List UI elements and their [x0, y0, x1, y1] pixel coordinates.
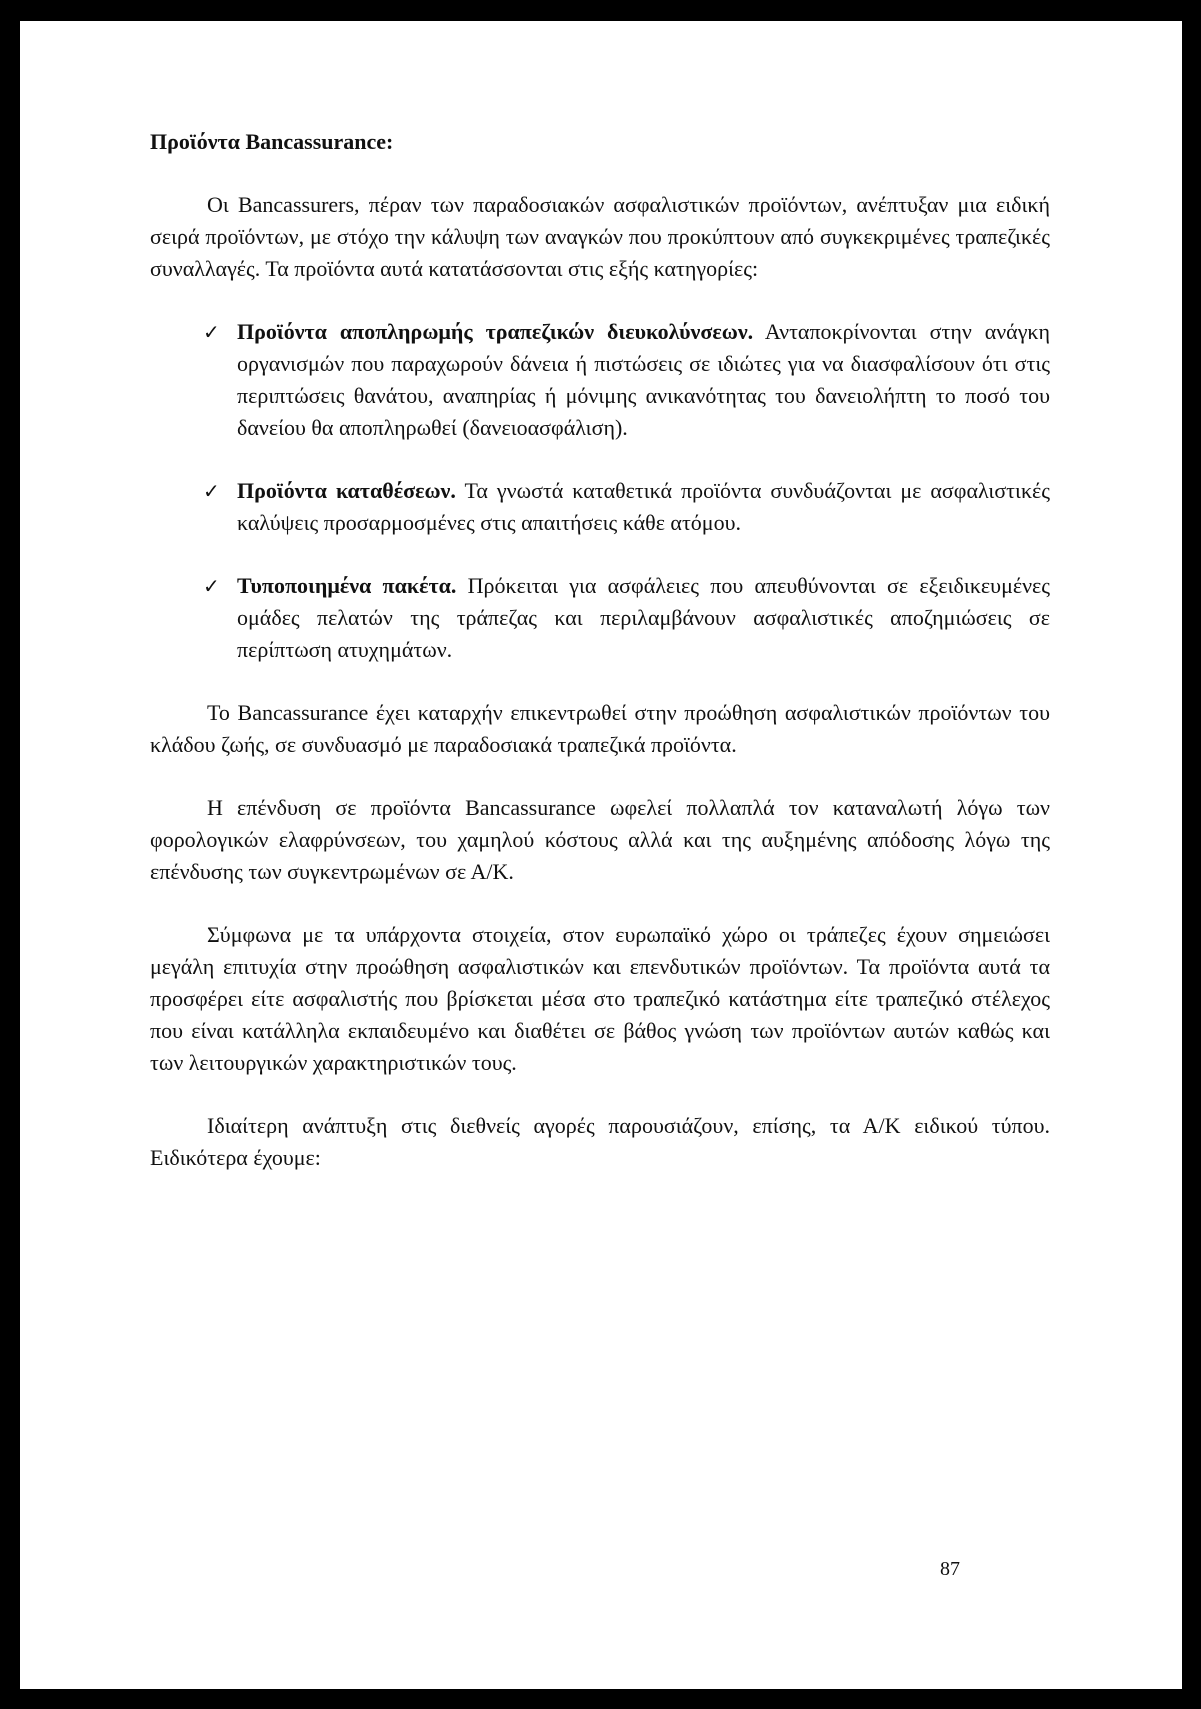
check-icon: ✓: [203, 479, 220, 503]
page-sheet: [20, 21, 1182, 1689]
item-text: Ανταποκρίνονται στην ανάγκη οργανισμών που παραχωρούν δάνεια ή πιστώσεις σε ιδιώτες για να διασφαλίσουν ότι στις περιπτώσεις θανάτου, αναπηρίας ή μόνιμης ανικανότητας του δανειολήπτη το ποσό του δανείου θα αποπληρωθεί (δανειοασφάλιση).: [237, 319, 1051, 440]
body-paragraph: Σύμφωνα με τα υπάρχοντα στοιχεία, στον ευρωπαϊκό χώρο οι τράπεζες έχουν σημειώσει μεγάλη επιτυχία στην προώθηση ασφαλιστικών και επενδυτικών προϊόντων. Τα προϊόντα αυτά τα προσφέρει είτε ασφαλιστής που βρίσκεται μέσα στο τραπεζικό κατάστημα είτε τραπεζικό στέλεχος που είναι κατάλληλα εκπαιδευμένο και διαθέτει σε βάθος γνώση των προϊόντων αυτών καθώς και των λειτουργικών χαρακτηριστικών τους.: [150, 922, 1050, 1075]
section-heading: Προϊόντα Bancassurance:: [150, 129, 394, 154]
item-title: Προϊόντα καταθέσεων.: [237, 478, 456, 503]
item-text: Τα γνωστά καταθετικά προϊόντα συνδυάζονται με ασφαλιστικές καλύψεις προσαρμοσμένες στις απαιτήσεις κάθε ατόμου.: [237, 478, 1050, 535]
check-icon: ✓: [203, 320, 220, 344]
list-item: [150, 570, 1050, 666]
item-text: Πρόκειται για ασφάλειες που απευθύνονται σε εξειδικευμένες ομάδες πελατών της τράπεζας και περιλαμβάνουν ασφαλιστικές αποζημιώσεις σε περίπτωση ατυχημάτων.: [237, 573, 1050, 662]
document-body: [150, 126, 1050, 1205]
item-title: Τυποποιημένα πακέτα.: [237, 573, 457, 598]
item-title: Προϊόντα αποπληρωμής τραπεζικών διευκολύνσεων.: [237, 319, 754, 344]
body-paragraph: Ιδιαίτερη ανάπτυξη στις διεθνείς αγορές παρουσιάζουν, επίσης, τα Α/Κ ειδικού τύπου. Ειδικότερα έχουμε:: [150, 1113, 1050, 1170]
page-number: 87: [940, 1558, 960, 1580]
body-paragraph: Η επένδυση σε προϊόντα Bancassurance ωφελεί πολλαπλά τον καταναλωτή λόγω των φορολογικών ελαφρύνσεων, του χαμηλού κόστους αλλά και της αυξημένης απόδοσης λόγω της επένδυσης των συγκεντρωμένων σε Α/Κ.: [150, 795, 1050, 884]
check-icon: ✓: [203, 574, 220, 598]
body-paragraph: Το Bancassurance έχει καταρχήν επικεντρωθεί στην προώθηση ασφαλιστικών προϊόντων του κλάδου ζωής, σε συνδυασμό με παραδοσιακά τραπεζικά προϊόντα.: [150, 700, 1050, 757]
list-item: [150, 316, 1050, 444]
intro-paragraph: Οι Bancassurers, πέραν των παραδοσιακών ασφαλιστικών προϊόντων, ανέπτυξαν μια ειδική σειρά προϊόντων, με στόχο την κάλυψη των αναγκών που προκύπτουν από συγκεκριμένες τραπεζικές συναλλαγές. Τα προϊόντα αυτά κατατάσσονται στις εξής κατηγορίες:: [150, 192, 1050, 281]
list-item: [150, 475, 1050, 539]
category-list: [150, 316, 1050, 666]
